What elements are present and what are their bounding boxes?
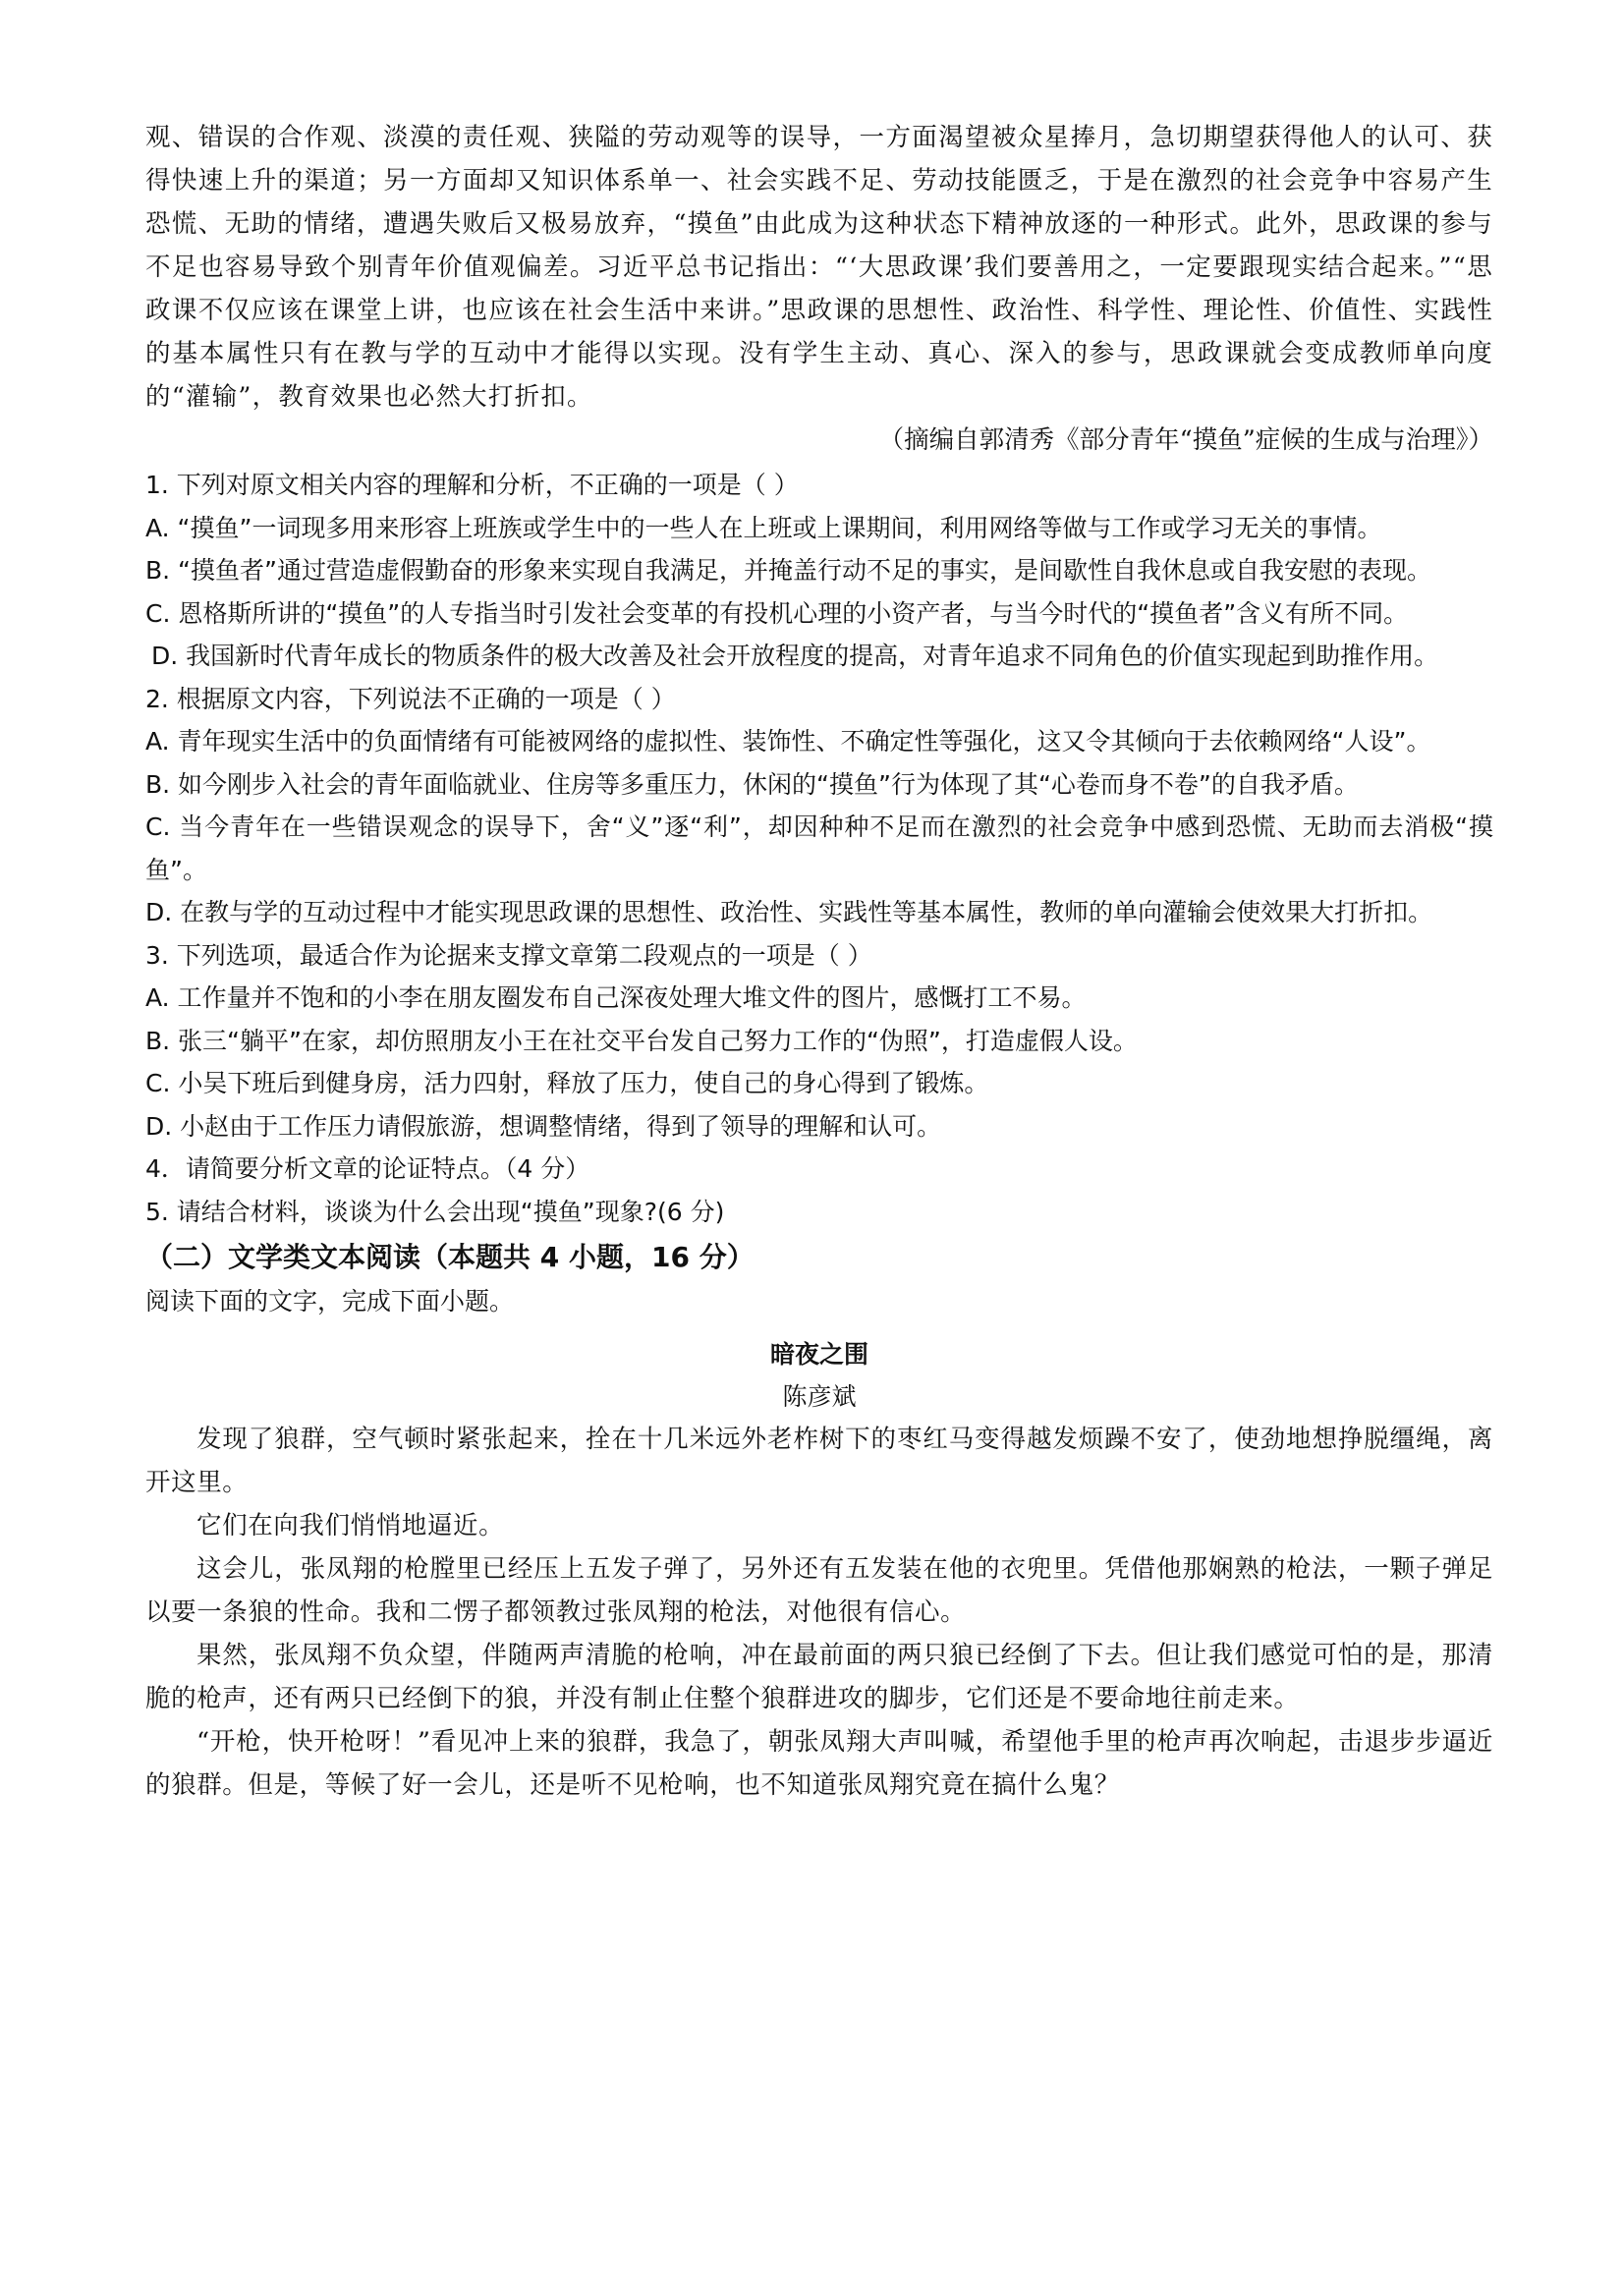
question-4-stem: 4．请简要分析文章的论证特点。（4 分） xyxy=(145,1154,590,1183)
option-c: C. 当今青年在一些错误观念的误导下，舍“义”逐“利”，却因种种不足而在激烈的社会竞争中感到恐慌、无助而去消极“摸鱼”。 xyxy=(145,812,1493,884)
exam-page xyxy=(145,116,1493,1807)
question-3 xyxy=(145,934,1493,1148)
story-body xyxy=(145,1418,1493,1807)
option-b: B. 张三“躺平”在家，却仿照朋友小王在社交平台发自己努力工作的“伪照”，打造虚假人设。 xyxy=(145,1026,1138,1055)
option-a: A. 工作量并不饱和的小李在朋友圈发布自己深夜处理大堆文件的图片，感慨打工不易。 xyxy=(145,983,1087,1012)
story-title: 暗夜之围 xyxy=(769,1340,868,1369)
story-paragraph: “开枪，快开枪呀！”看见冲上来的狼群，我急了，朝张凤翔大声叫喊，希望他手里的枪声再次响起，击退步步逼近的狼群。但是，等候了好一会儿，还是听不见枪响，也不知道张凤翔究竟在搞什么鬼？ xyxy=(145,1727,1493,1800)
option-b: B. 如今刚步入社会的青年面临就业、住房等多重压力，休闲的“摸鱼”行为体现了其“心卷而身不卷”的自我矛盾。 xyxy=(145,769,1359,799)
option-c: C. 恩格斯所讲的“摸鱼”的人专指当时引发社会变革的有投机心理的小资产者，与当今时代的“摸鱼者”含义有所不同。 xyxy=(145,598,1409,628)
passage-source: （摘编自郭清秀《部分青年“摸鱼”症候的生成与治理》） xyxy=(878,425,1493,455)
story-author: 陈彦斌 xyxy=(782,1382,857,1411)
passage-intro-paragraph: 观、错误的合作观、淡漠的责任观、狭隘的劳动观等的误导，一方面渴望被众星捧月，急切期望获得他人的认可、获得快速上升的渠道；另一方面却又知识体系单一、社会实践不足、劳动技能匮乏，于是在激烈的社会竞争中容易产生恐慌、无助的情绪，遭遇失败后又极易放弃，“摸鱼”由此成为这种状态下精神放逐的一种形式。此外，思政课的参与不足也容易导致个别青年价值观偏差。习近平总书记指出：“‘大思政课’我们要善用之，一定要跟现实结合起来。”“思政课不仅应该在课堂上讲，也应该在社会生活中来讲。”思政课的思想性、政治性、科学性、理论性、价值性、实践性的基本属性只有在教与学的互动中才能得以实现。没有学生主动、真心、深入的参与，思政课就会变成教师单向度的“灌输”，教育效果也必然大打折扣。 xyxy=(145,123,1493,412)
option-a: A. 青年现实生活中的负面情绪有可能被网络的虚拟性、装饰性、不确定性等强化，这又令其倾向于去依赖网络“人设”。 xyxy=(145,727,1431,756)
option-a: A. “摸鱼”一词现多用来形容上班族或学生中的一些人在上班或上课期间，利用网络等做与工作或学习无关的事情。 xyxy=(145,513,1382,542)
option-d: D. 在教与学的互动过程中才能实现思政课的思想性、政治性、实践性等基本属性，教师的单向灌输会使效果大打折扣。 xyxy=(145,898,1433,926)
story-paragraph: 发现了狼群，空气顿时紧张起来，拴在十几米远外老柞树下的枣红马变得越发烦躁不安了，使劲地想挣脱缰绳，离开这里。 xyxy=(145,1425,1493,1497)
option-b: B. “摸鱼者”通过营造虚假勤奋的形象来实现自我满足，并掩盖行动不足的事实，是间歇性自我休息或自我安慰的表现。 xyxy=(145,556,1431,585)
story-paragraph: 这会儿，张凤翔的枪膛里已经压上五发子弹了，另外还有五发装在他的衣兜里。凭借他那娴熟的枪法，一颗子弹足以要一条狼的性命。我和二愣子都领教过张凤翔的枪法，对他很有信心。 xyxy=(145,1554,1493,1627)
section-heading: （二）文学类文本阅读（本题共 4 小题，16 分） xyxy=(145,1241,755,1273)
question-5-stem: 5. 请结合材料，谈谈为什么会出现“摸鱼”现象?(6 分) xyxy=(145,1197,725,1226)
question-2 xyxy=(145,678,1493,934)
question-stem: 3. 下列选项，最适合作为论据来支撑文章第二段观点的一项是（ ） xyxy=(145,940,872,970)
option-d: D. 小赵由于工作压力请假旅游，想调整情绪，得到了领导的理解和认可。 xyxy=(145,1111,942,1141)
question-1 xyxy=(145,464,1493,678)
section-instruction: 阅读下面的文字，完成下面小题。 xyxy=(145,1287,515,1316)
question-stem: 2. 根据原文内容，下列说法不正确的一项是（ ） xyxy=(145,684,676,713)
question-stem: 1. 下列对原文相关内容的理解和分析，不正确的一项是（ ） xyxy=(145,471,799,499)
option-c: C. 小吴下班后到健身房，活力四射，释放了压力，使自己的身心得到了锻炼。 xyxy=(145,1069,989,1097)
story-paragraph: 它们在向我们悄悄地逼近。 xyxy=(196,1511,505,1540)
story-paragraph: 果然，张凤翔不负众望，伴随两声清脆的枪响，冲在最前面的两只狼已经倒了下去。但让我们感觉可怕的是，那清脆的枪声，还有两只已经倒下的狼，并没有制止住整个狼群进攻的脚步，它们还是不要命地往前走来。 xyxy=(145,1641,1493,1713)
option-d: D. 我国新时代青年成长的物质条件的极大改善及社会开放程度的提高，对青年追求不同角色的价值实现起到助推作用。 xyxy=(151,642,1439,670)
